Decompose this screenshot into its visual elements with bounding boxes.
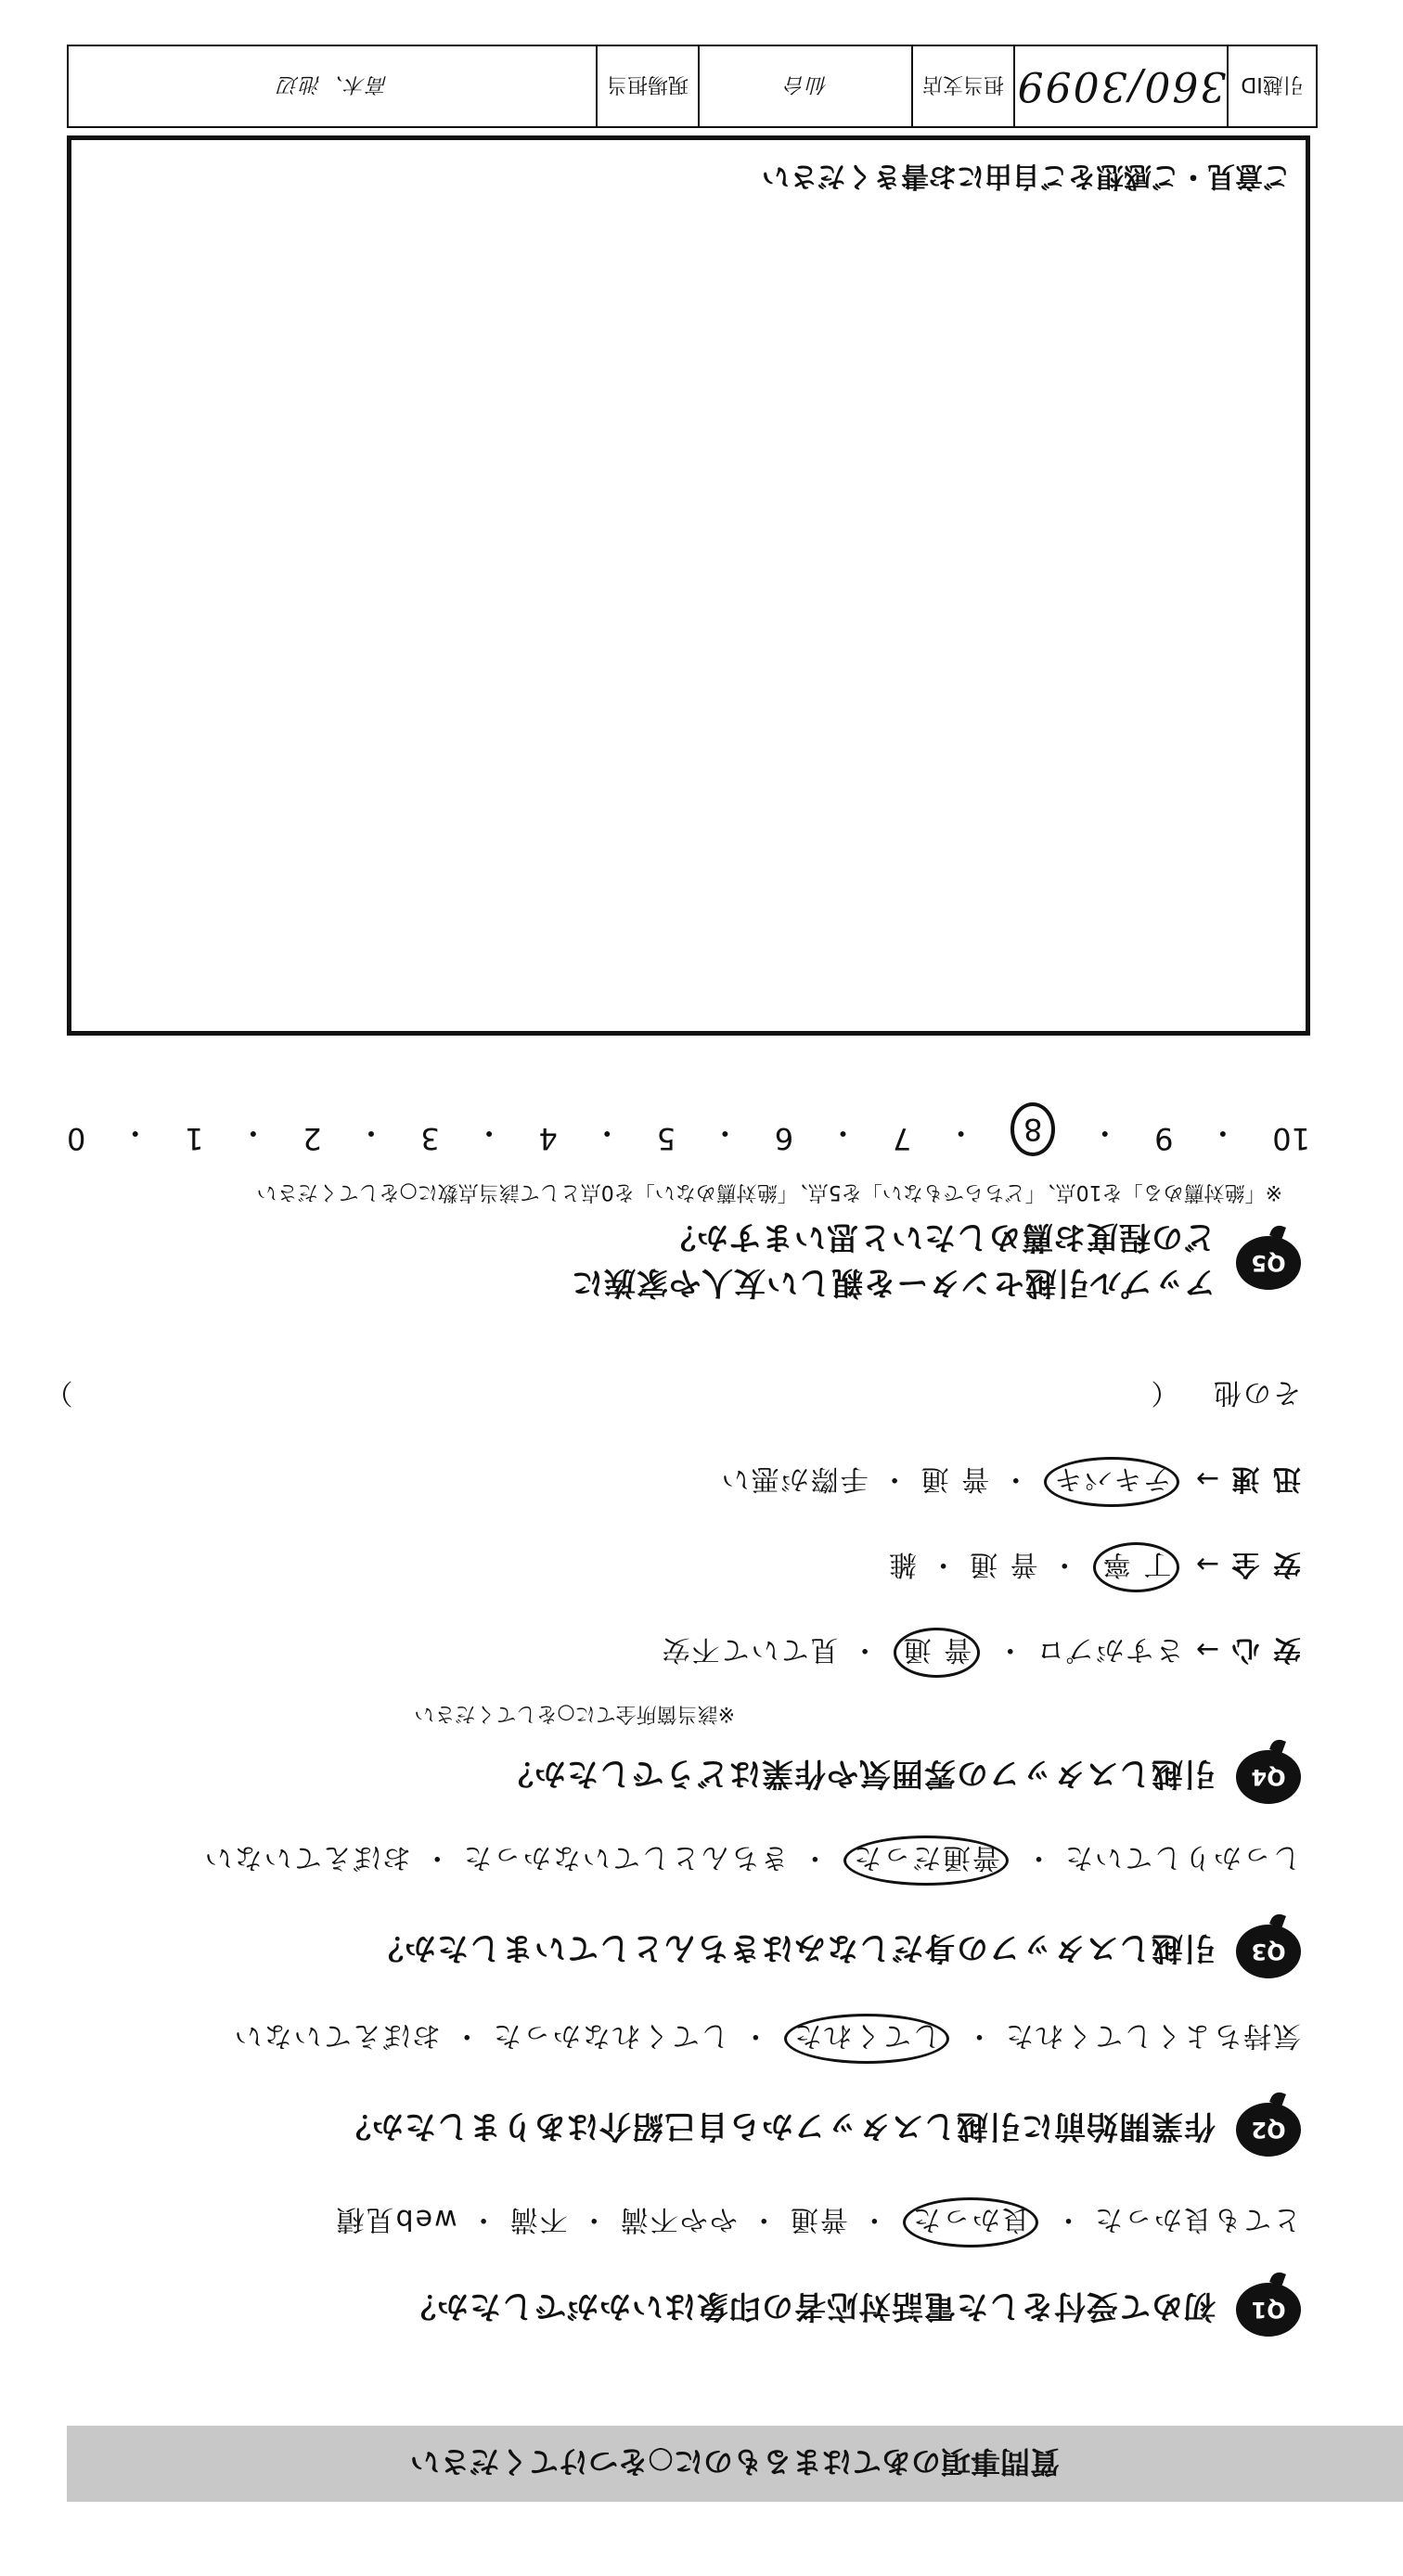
q5-badge: Q5	[1236, 1236, 1301, 1290]
scale-7[interactable]: 7	[892, 1121, 912, 1156]
q3-opt2-selected[interactable]: 普通だった	[843, 1835, 1009, 1886]
q5-note: ※「絶対薦める」を10点、「どちらでもない」を5点、「絶対薦めない」を0点として該当点数に○をしてください	[256, 1180, 1282, 1204]
q3-text: 引越しスタッフの身だしなみはきちんとしていましたか？	[371, 1929, 1216, 1967]
q5-text-line1: アップル引越センターを親しい友人や家族に	[571, 1264, 1216, 1301]
q4-row-safety-opt3[interactable]: 雑	[887, 1548, 918, 1580]
q3-opt1[interactable]: しっかりしていた	[1063, 1841, 1301, 1874]
q1-opt4[interactable]: やや不満	[618, 2203, 738, 2235]
q2-opt3[interactable]: してくれなかった	[491, 2019, 729, 2052]
branch-value: 仙台	[698, 46, 911, 126]
q5-question	[571, 1217, 1301, 1308]
q4-row-safety-opt1-selected[interactable]: 丁 寧	[1093, 1542, 1180, 1592]
q4-other-row: その他 （）	[43, 1376, 1301, 1409]
q2-opt1[interactable]: 気持ちよくしてくれた	[1004, 2019, 1301, 2052]
q4-row-relief-opt1[interactable]: さすがプロ	[1035, 1633, 1184, 1666]
q3-opt3[interactable]: きちんとしていなかった	[461, 1841, 789, 1874]
q5-text-line2: どの程度お薦めしたいと思いますか？	[663, 1218, 1216, 1256]
q1-opt5[interactable]: 不満	[508, 2203, 568, 2235]
comment-box[interactable]	[67, 135, 1310, 1036]
header-table	[67, 45, 1318, 128]
scale-4[interactable]: 4	[538, 1121, 558, 1156]
scale-2[interactable]: 2	[302, 1121, 322, 1156]
q4-row-relief: 安 心 → さすがプロ ・ 普 通 ・ 見ていて不安	[661, 1628, 1301, 1678]
q4-row-speed: 迅 速 → テキパキ ・ 普 通 ・ 手際が悪い	[720, 1457, 1301, 1507]
q4-row-relief-opt3[interactable]: 見ていて不安	[660, 1633, 839, 1666]
q2-text: 作業開始前に引越しスタッフから自己紹介はありましたか？	[339, 2107, 1216, 2145]
q5-scale: 10 ・ 9 ・ 8 ・ 7 ・ 6 ・ 5 ・ 4 ・ 3 ・ 2 ・ 1 ・ 0	[67, 1102, 1310, 1156]
q3-question	[371, 1925, 1301, 1978]
q1-opt6[interactable]: web見積	[334, 2203, 457, 2235]
instruction-banner: 質問事項のあてはまるものに○をつけてください	[67, 2426, 1403, 2502]
scale-8-selected[interactable]: 8	[1010, 1102, 1055, 1156]
q2-badge: Q2	[1236, 2103, 1301, 2157]
q4-row-speed-label: 迅 速	[1229, 1462, 1301, 1495]
q4-row-speed-opt2[interactable]: 普 通	[919, 1462, 990, 1495]
staff-value: 高木、池辺	[277, 72, 389, 97]
scale-10[interactable]: 10	[1272, 1121, 1310, 1156]
q2-question	[339, 2103, 1301, 2157]
q2-opt4[interactable]: おぼえていない	[232, 2019, 441, 2052]
q4-row-relief-label: 安 心	[1229, 1633, 1301, 1666]
q4-question	[501, 1750, 1301, 1804]
q1-question	[404, 2283, 1301, 2337]
scale-1[interactable]: 1	[185, 1121, 204, 1156]
id-label: 引越ID	[1227, 46, 1316, 126]
q4-badge: Q4	[1236, 1750, 1301, 1804]
id-value: 360/3099	[1013, 46, 1227, 126]
branch-label: 担当支店	[911, 46, 1013, 126]
q4-row-relief-opt2-selected[interactable]: 普 通	[894, 1628, 981, 1678]
q1-badge: Q1	[1236, 2283, 1301, 2337]
q4-text: 引越しスタッフの雰囲気や作業はどうでしたか？	[501, 1755, 1216, 1793]
q1-opt2-selected[interactable]: 良かった	[903, 2197, 1038, 2248]
q3-options: しっかりしていた ・ 普通だった ・ きちんとしていなかった ・ おぼえていない	[203, 1835, 1301, 1886]
scale-3[interactable]: 3	[420, 1121, 440, 1156]
scale-0[interactable]: 0	[67, 1121, 86, 1156]
q4-row-speed-opt1-selected[interactable]: テキパキ	[1044, 1457, 1179, 1507]
q4-row-safety-opt2[interactable]: 普 通	[968, 1548, 1038, 1580]
q3-opt4[interactable]: おぼえていない	[202, 1841, 411, 1874]
q4-row-safety-label: 安 全	[1229, 1548, 1301, 1580]
q4-row-safety: 安 全 → 丁 寧 ・ 普 通 ・ 雑	[887, 1542, 1301, 1592]
q4-note: ※該当箇所全てに○をしてください	[414, 1702, 735, 1725]
q1-text: 初めて受付をした電話対応者の印象はいかがでしたか？	[404, 2287, 1216, 2325]
q4-other-label: その他	[1212, 1376, 1301, 1409]
scale-6[interactable]: 6	[774, 1121, 794, 1156]
q1-opt1[interactable]: とても良かった	[1093, 2203, 1301, 2235]
scale-9[interactable]: 9	[1154, 1121, 1174, 1156]
q2-opt2-selected[interactable]: してくれた	[784, 2014, 949, 2064]
q4-row-speed-opt3[interactable]: 手際が悪い	[719, 1462, 869, 1495]
scale-5[interactable]: 5	[656, 1121, 676, 1156]
q2-options: 気持ちよくしてくれた ・ してくれた ・ してくれなかった ・ おぼえていない	[233, 2014, 1301, 2064]
q1-opt3[interactable]: 普通	[788, 2203, 848, 2235]
q1-options: とても良かった ・ 良かった ・ 普通 ・ やや不満 ・ 不満 ・ web見積	[335, 2197, 1301, 2248]
q3-badge: Q3	[1236, 1925, 1301, 1978]
staff-label: 現場担当	[596, 46, 698, 126]
comment-box-caption: ご意見・ご感想をご自由にお書きください	[762, 160, 1291, 192]
